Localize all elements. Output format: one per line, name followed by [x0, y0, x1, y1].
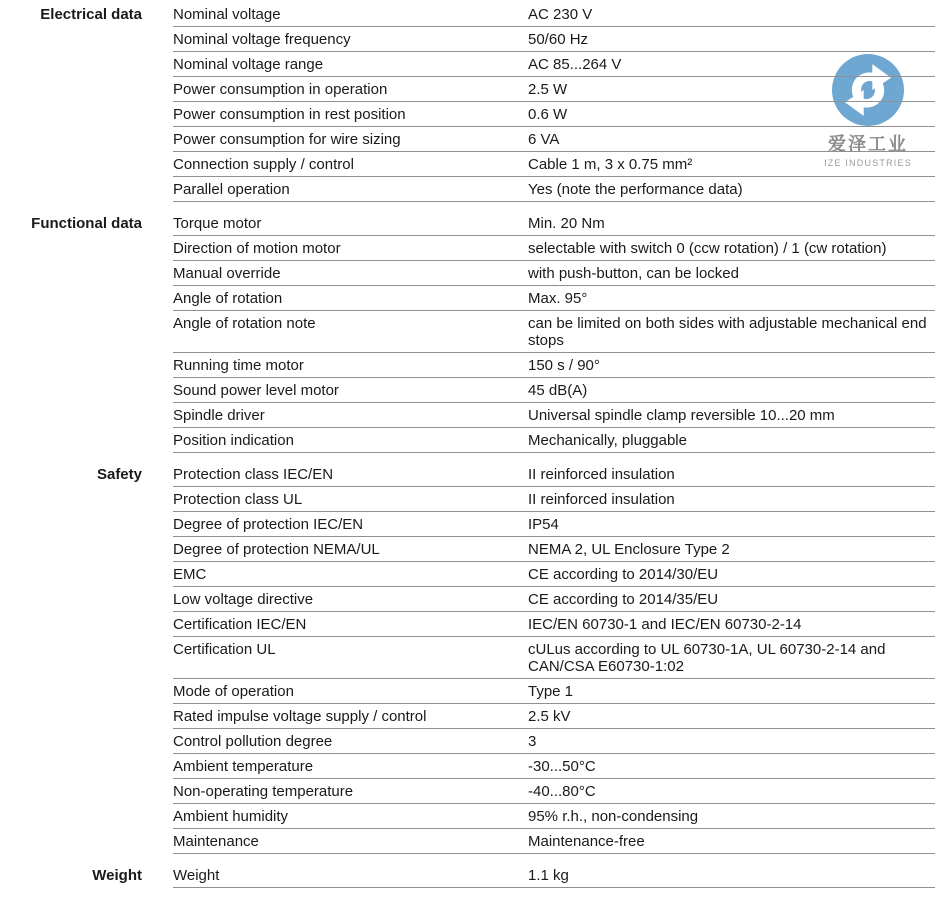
spec-row: [173, 428, 935, 453]
section-label: Weight: [92, 867, 142, 884]
param-name: Rated impulse voltage supply / control: [173, 708, 427, 725]
param-name: Manual override: [173, 265, 281, 282]
spec-row: [173, 127, 935, 152]
param-name: Ambient temperature: [173, 758, 314, 775]
param-value: Type 1: [528, 683, 574, 700]
param-name: Spindle driver: [173, 407, 265, 424]
param-value: AC 230 V: [528, 6, 593, 23]
logo-latin-text: IZE INDUSTRIES: [824, 158, 912, 168]
spec-row: [173, 211, 935, 236]
param-name: Direction of motion motor: [173, 240, 341, 257]
spec-row: [173, 2, 935, 27]
spec-row: [173, 152, 935, 177]
param-name: Power consumption in operation: [173, 81, 388, 98]
param-value: 1.1 kg: [528, 867, 569, 884]
param-name: Degree of protection NEMA/UL: [173, 541, 380, 558]
section-label: Functional data: [31, 215, 142, 232]
section-rows: [173, 863, 935, 888]
param-name: Protection class IEC/EN: [173, 466, 334, 483]
param-value: CE according to 2014/30/EU: [528, 566, 719, 583]
spec-row: [173, 537, 935, 562]
section-rows: [173, 211, 935, 453]
param-value: Universal spindle clamp reversible 10...20 mm: [528, 407, 835, 424]
param-value: 2.5 kV: [528, 708, 571, 725]
section-electrical-data: [0, 2, 937, 202]
spec-row: [173, 462, 935, 487]
spec-row: [173, 403, 935, 428]
spec-row: [173, 311, 935, 353]
param-name: Sound power level motor: [173, 382, 339, 399]
param-value: II reinforced insulation: [528, 466, 675, 483]
spec-row: [173, 353, 935, 378]
spec-row: [173, 236, 935, 261]
param-value: II reinforced insulation: [528, 491, 675, 508]
param-value: 150 s / 90°: [528, 357, 600, 374]
param-name: Parallel operation: [173, 181, 290, 198]
param-name: Degree of protection IEC/EN: [173, 516, 364, 533]
section-label: Safety: [96, 466, 142, 483]
spec-row: [173, 754, 935, 779]
section-label: Electrical data: [40, 6, 142, 23]
param-name: Nominal voltage frequency: [173, 31, 351, 48]
param-value: 50/60 Hz: [528, 31, 589, 48]
param-value: 2.5 W: [528, 81, 568, 98]
spec-row: [173, 562, 935, 587]
spec-row: [173, 378, 935, 403]
spec-row: [173, 612, 935, 637]
param-name: Angle of rotation: [173, 290, 283, 307]
param-value: -30...50°C: [528, 758, 596, 775]
param-name: Connection supply / control: [173, 156, 354, 173]
spec-row: [173, 77, 935, 102]
param-name: EMC: [173, 566, 207, 583]
param-name: Power consumption in rest position: [173, 106, 406, 123]
param-value: can be limited on both sides with adjustable mechanical end stops: [528, 315, 927, 349]
spec-row: [173, 637, 935, 679]
spec-row: [173, 863, 935, 888]
param-name: Torque motor: [173, 215, 262, 232]
param-value: 95% r.h., non-condensing: [528, 808, 699, 825]
param-name: Power consumption for wire sizing: [173, 131, 401, 148]
param-name: Certification UL: [173, 641, 276, 658]
spec-row: [173, 27, 935, 52]
param-value: selectable with switch 0 (ccw rotation) / 1 (cw rotation): [528, 240, 887, 257]
param-name: Non-operating temperature: [173, 783, 354, 800]
spec-row: [173, 779, 935, 804]
param-name: Running time motor: [173, 357, 304, 374]
spec-row: [173, 261, 935, 286]
param-value: with push-button, can be locked: [528, 265, 739, 282]
param-value: 0.6 W: [528, 106, 568, 123]
param-name: Position indication: [173, 432, 294, 449]
logo-chinese-text: 爱泽工业: [828, 134, 908, 154]
param-value: 6 VA: [528, 131, 560, 148]
param-name: Control pollution degree: [173, 733, 333, 750]
param-value: 45 dB(A): [528, 382, 588, 399]
param-name: Certification IEC/EN: [173, 616, 307, 633]
param-value: Mechanically, pluggable: [528, 432, 687, 449]
section-rows: [173, 462, 935, 854]
spec-row: [173, 102, 935, 127]
spec-row: [173, 512, 935, 537]
param-value: Max. 95°: [528, 290, 588, 307]
param-value: Yes (note the performance data): [528, 181, 743, 198]
param-name: Protection class UL: [173, 491, 303, 508]
section-safety: [0, 462, 937, 854]
spec-row: [173, 177, 935, 202]
spec-row: [173, 729, 935, 754]
spec-row: [173, 804, 935, 829]
spec-row: [173, 704, 935, 729]
param-value: NEMA 2, UL Enclosure Type 2: [528, 541, 730, 558]
param-value: -40...80°C: [528, 783, 596, 800]
param-value: 3: [528, 733, 537, 750]
param-name: Maintenance: [173, 833, 259, 850]
param-name: Ambient humidity: [173, 808, 289, 825]
param-value: Cable 1 m, 3 x 0.75 mm²: [528, 156, 693, 173]
spec-row: [173, 286, 935, 311]
spec-row: [173, 52, 935, 77]
spec-row: [173, 829, 935, 854]
spec-row: [173, 679, 935, 704]
param-name: Mode of operation: [173, 683, 294, 700]
spec-row: [173, 587, 935, 612]
param-value: Maintenance-free: [528, 833, 645, 850]
param-value: Min. 20 Nm: [528, 215, 605, 232]
param-name: Nominal voltage: [173, 6, 281, 23]
section-weight: [0, 863, 937, 888]
section-functional-data: [0, 211, 937, 453]
param-name: Weight: [173, 867, 220, 884]
param-value: cULus according to UL 60730-1A, UL 60730-2-14 and CAN/CSA E60730-1:02: [528, 641, 886, 675]
param-value: IP54: [528, 516, 559, 533]
param-value: IEC/EN 60730-1 and IEC/EN 60730-2-14: [528, 616, 802, 633]
param-name: Low voltage directive: [173, 591, 314, 608]
spec-row: [173, 487, 935, 512]
param-value: CE according to 2014/35/EU: [528, 591, 719, 608]
param-value: AC 85...264 V: [528, 56, 622, 73]
param-name: Nominal voltage range: [173, 56, 324, 73]
param-name: Angle of rotation note: [173, 315, 316, 332]
section-rows: [173, 2, 935, 202]
